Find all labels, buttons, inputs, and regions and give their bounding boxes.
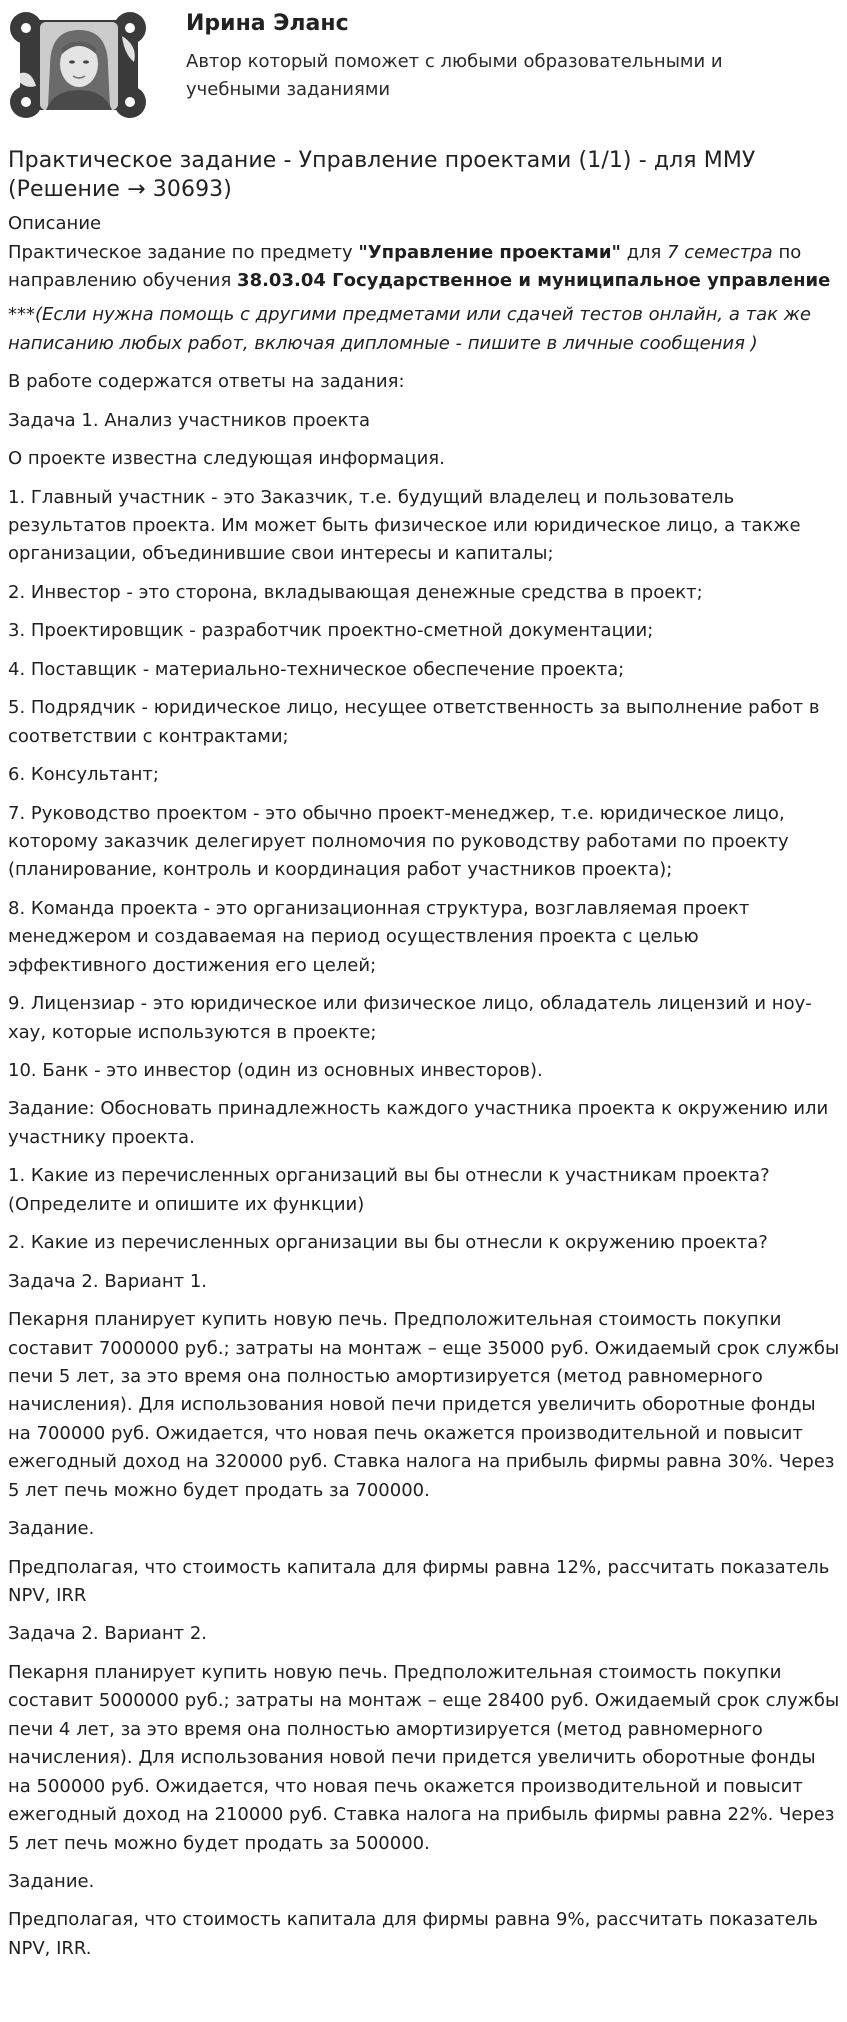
- question-item: 2. Какие из перечисленных организации вы бы отнесли к окружению проекта?: [8, 1232, 768, 1254]
- page-title-line-1: Практическое задание - Управление проектами (1/1) - для ММУ: [8, 148, 756, 173]
- task-1-heading: Задача 1. Анализ участников проекта: [8, 409, 370, 431]
- work-content: [8, 146, 840, 1973]
- author-avatar-photo-icon: [6, 6, 152, 124]
- task-2-variant-1-heading: Задача 2. Вариант 1.: [8, 1270, 208, 1292]
- question-item: 1. Какие из перечисленных организаций вы бы отнесли к участникам проекта? (Определите и опишите их функции): [8, 1165, 770, 1215]
- intro-paragraph: [8, 239, 840, 296]
- help-note: ***(Если нужна помощь с другими предметами или сдачей тестов онлайн, а так же написанию любых работ, включая дипломные - пишите в личные сообщения ): [8, 304, 811, 354]
- intro-semester: 7 семестра: [667, 241, 773, 263]
- task-2-variant-2-heading: Задача 2. Вариант 2.: [8, 1623, 208, 1645]
- author-avatar[interactable]: [6, 6, 152, 124]
- paragraph: Пекарня планирует купить новую печь. Предположительная стоимость покупки составит 5000000 руб.; затраты на монтаж – еще 28400 руб. Ожидаемый срок службы печи 4 лет, за это время она полностью амортизируется (метод равномерного начисления). Для использования новой печи придется увеличить оборотные фонды на 500000 руб. Ожидается, что новая печь окажется производительной и повысит ежегодный доход на 210000 руб. Ставка налога на прибыль фирмы равна 22%. Через 5 лет печь можно будет продать за 500000.: [8, 1661, 840, 1854]
- paragraph: Пекарня планирует купить новую печь. Предположительная стоимость покупки составит 7000000 руб.; затраты на монтаж – еще 35000 руб. Ожидаемый срок службы печи 5 лет, за это время она полностью амортизируется (метод равномерного начисления). Для использования новой печи придется увеличить оборотные фонды на 700000 руб. Ожидается, что новая печь окажется производительной и повысит ежегодный доход на 320000 руб. Ставка налога на прибыль фирмы равна 30%. Через 5 лет печь можно будет продать за 700000.: [8, 1309, 840, 1501]
- intro-direction: 38.03.04 Государственное и муниципальное управление: [237, 269, 831, 291]
- intro-text-2: для: [620, 241, 668, 263]
- list-item: 4. Поставщик - материально-техническое обеспечение проекта;: [8, 658, 625, 680]
- page-title: [8, 146, 840, 204]
- author-bio: Автор который поможет с любыми образовательными и учебными заданиями: [186, 51, 723, 100]
- list-item: 10. Банк - это инвестор (один из основных инвесторов).: [8, 1060, 543, 1081]
- list-item: 3. Проектировщик - разработчик проектно-сметной документации;: [8, 620, 654, 642]
- paragraph: Предполагая, что стоимость капитала для фирмы равна 12%, рассчитать показатель NPV, IRR: [8, 1556, 830, 1606]
- list-item: 1. Главный участник - это Заказчик, т.е. будущий владелец и пользователь результатов проекта. Им может быть физическое или юридическое лицо, а также организации, объединившие свои интересы и капиталы;: [8, 486, 801, 565]
- list-item: 2. Инвестор - это сторона, вкладывающая денежные средства в проект;: [8, 581, 703, 603]
- paragraph: Предполагая, что стоимость капитала для фирмы равна 9%, рассчитать показатель NPV, IRR.: [8, 1909, 818, 1959]
- author-name[interactable]: Ирина Эланс: [186, 11, 349, 36]
- list-item: 8. Команда проекта - это организационная структура, возглавляемая проект менеджером и создаваемая на период осуществления проекта с целью эффективного достижения его целей;: [8, 897, 750, 976]
- list-item: 9. Лицензиар - это юридическое или физическое лицо, обладатель лицензий и ноу-хау, которые используются в проекте;: [8, 993, 812, 1043]
- list-item: 6. Консультант;: [8, 764, 159, 786]
- paragraph: В работе содержатся ответы на задания:: [8, 371, 405, 393]
- intro-subject: "Управление проектами": [358, 241, 621, 263]
- intro-text-1: Практическое задание по предмету: [8, 241, 359, 263]
- paragraph: Задание.: [8, 1518, 95, 1540]
- description-label: Описание: [8, 213, 102, 235]
- intro-text-3: по направлению обучения: [8, 241, 802, 291]
- list-item: 5. Подрядчик - юридическое лицо, несущее ответственность за выполнение работ в соответствии с контрактами;: [8, 697, 820, 747]
- list-item: 7. Руководство проектом - это обычно проект-менеджер, т.е. юридическое лицо, которому заказчик делегирует полномочия по руководству работами по проекту (планирование, контроль и координация работ участников проекта);: [8, 802, 789, 881]
- paragraph: Задание: Обосновать принадлежность каждого участника проекта к окружению или участнику проекта.: [8, 1098, 829, 1148]
- author-header: [0, 0, 847, 130]
- page-title-line-2: (Решение → 30693): [8, 177, 232, 203]
- paragraph: Задание.: [8, 1870, 95, 1892]
- paragraph: О проекте известна следующая информация.: [8, 448, 445, 470]
